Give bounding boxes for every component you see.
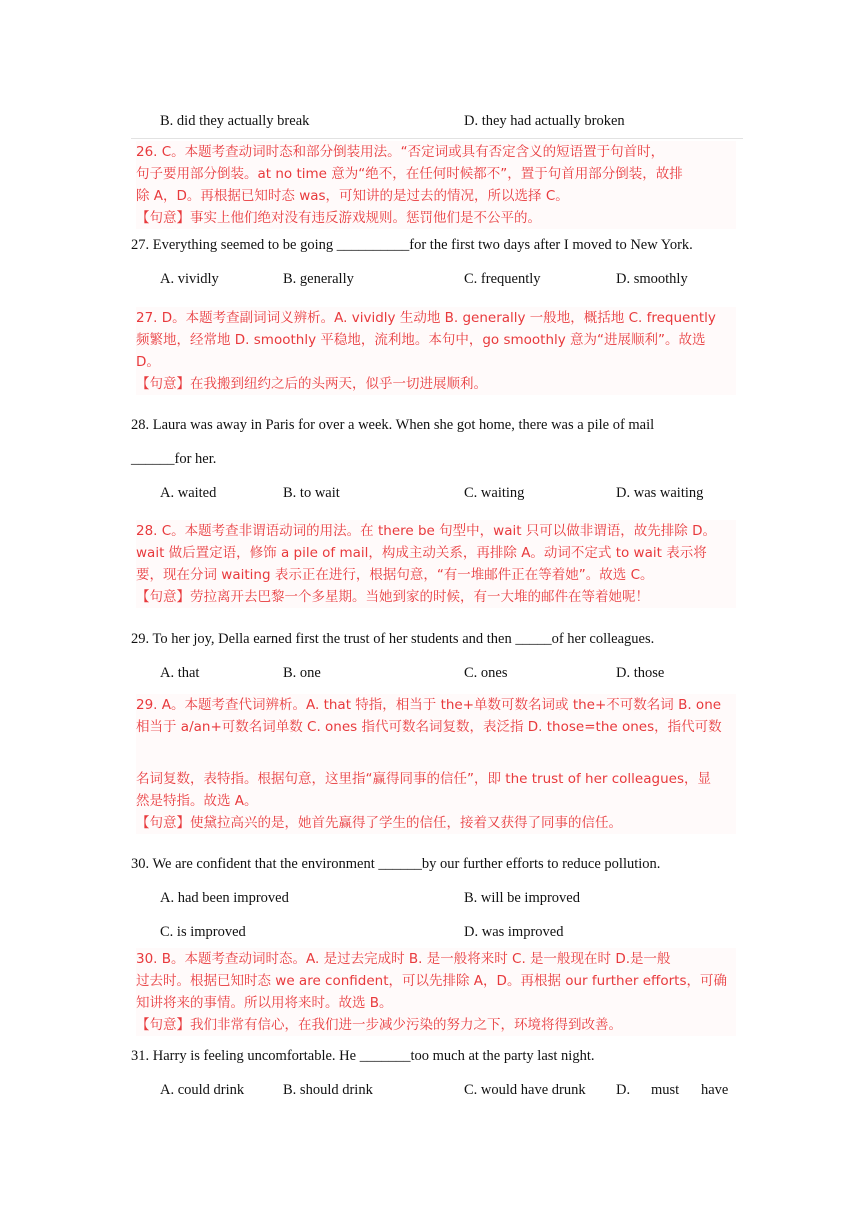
q31-option-d: D. [616, 1082, 631, 1098]
q28-option-a: A. waited [160, 485, 217, 501]
explanation-line: 除 A，D。再根据已知时态 was，可知讲的是过去的情况，所以选择 C。 [136, 188, 569, 204]
q28-option-b: B. to wait [283, 485, 340, 501]
explanation-line: wait 做后置定语，修饰 a pile of mail，构成主动关系，再排除 A。动词不定式 to wait 表示将 [136, 545, 707, 561]
explanation-29 [136, 694, 736, 834]
explanation-gap [136, 738, 736, 768]
q30-option-d: D. was improved [464, 924, 564, 940]
q30-option-a: A. had been improved [160, 890, 289, 906]
explanation-line: 29. A。本题考查代词辨析。A. that 特指，相当于 the+单数可数名词或 the+不可数名词 B. one [136, 697, 722, 713]
question-27-stem: 27. Everything seemed to be going __________for the first two days after I moved to New York. [131, 237, 693, 253]
explanation-line: D。 [136, 354, 160, 370]
explanation-line: 知讲将来的事情。所以用将来时。故选 B。 [136, 995, 393, 1011]
q28-option-d: D. was waiting [616, 485, 704, 501]
explanation-line: 句子要用部分倒装。at no time 意为“绝不，在任何时候都不”，置于句首用部分倒装，故排 [136, 166, 683, 182]
explanation-line: 名词复数，表特指。根据句意，这里指“赢得同事的信任”，即 the trust of her colleagues，显 [136, 771, 711, 787]
explanation-line: 【句意】事实上他们绝对没有违反游戏规则。惩罚他们是不公平的。 [136, 210, 541, 226]
q31-option-c: C. would have drunk [464, 1082, 586, 1098]
question-31-stem: 31. Harry is feeling uncomfortable. He _______too much at the party last night. [131, 1048, 595, 1064]
explanation-line: 频繁地，经常地 D. smoothly 平稳地，流利地。本句中，go smoothly 意为“进展顺利”。故选 [136, 332, 706, 348]
explanation-line: 然是特指。故选 A。 [136, 793, 258, 809]
explanation-27 [136, 307, 736, 395]
q29-option-b: B. one [283, 665, 321, 681]
explanation-line: 【句意】我们非常有信心，在我们进一步减少污染的努力之下，环境将得到改善。 [136, 1017, 622, 1033]
q31-option-d-word: have [701, 1082, 729, 1098]
q31-option-d-word: must [651, 1082, 680, 1098]
explanation-line: 26. C。本题考查动词时态和部分倒装用法。“否定词或具有否定含义的短语置于句首时， [136, 144, 665, 160]
question-30-stem: 30. We are confident that the environment ______by our further efforts to reduce pollution. [131, 856, 661, 872]
q27-option-d: D. smoothly [616, 271, 688, 287]
question-29-stem: 29. To her joy, Della earned first the trust of her students and then _____of her colleagues. [131, 631, 655, 647]
question-28-stem: 28. Laura was away in Paris for over a week. When she got home, there was a pile of mail [131, 417, 655, 433]
q31-option-b: B. should drink [283, 1082, 373, 1098]
explanation-line: 要，现在分词 waiting 表示正在进行，根据句意，“有一堆邮件正在等着她”。故选 C。 [136, 567, 654, 583]
explanation-line: 【句意】劳拉离开去巴黎一个多星期。当她到家的时候，有一大堆的邮件在等着她呢！ [136, 589, 649, 605]
explanation-26 [136, 141, 736, 229]
explanation-line: 【句意】在我搬到纽约之后的头两天，似乎一切进展顺利。 [136, 376, 487, 392]
explanation-line: 相当于 a/an+可数名词单数 C. ones 指代可数名词复数，表泛指 D. those=the ones，指代可数 [136, 719, 722, 735]
q25-option-b: B. did they actually break [160, 113, 310, 129]
q25-option-d: D. they had actually broken [464, 113, 625, 129]
divider [131, 138, 743, 139]
explanation-line: 【句意】使黛拉高兴的是，她首先赢得了学生的信任，接着又获得了同事的信任。 [136, 815, 622, 831]
explanation-line: 过去时。根据已知时态 we are confident，可以先排除 A，D。再根据 our further efforts，可确 [136, 973, 727, 989]
question-28-stem-cont: ______for her. [131, 451, 217, 467]
explanation-30 [136, 948, 736, 1036]
q29-option-c: C. ones [464, 665, 508, 681]
q29-option-d: D. those [616, 665, 665, 681]
q30-option-b: B. will be improved [464, 890, 580, 906]
q29-option-a: A. that [160, 665, 200, 681]
explanation-line: 27. D。本题考查副词词义辨析。A. vividly 生动地 B. generally 一般地，概括地 C. frequently [136, 310, 716, 326]
q31-option-a: A. could drink [160, 1082, 245, 1098]
q28-option-c: C. waiting [464, 485, 525, 501]
q27-option-c: C. frequently [464, 271, 541, 287]
q27-option-b: B. generally [283, 271, 354, 287]
explanation-line: 30. B。本题考查动词时态。A. 是过去完成时 B. 是一般将来时 C. 是一般现在时 D.是一般 [136, 951, 671, 967]
explanation-line: 28. C。本题考查非谓语动词的用法。在 there be 句型中，wait 只可以做非谓语，故先排除 D。 [136, 523, 716, 539]
q27-option-a: A. vividly [160, 271, 219, 287]
explanation-28 [136, 520, 736, 608]
q30-option-c: C. is improved [160, 924, 246, 940]
